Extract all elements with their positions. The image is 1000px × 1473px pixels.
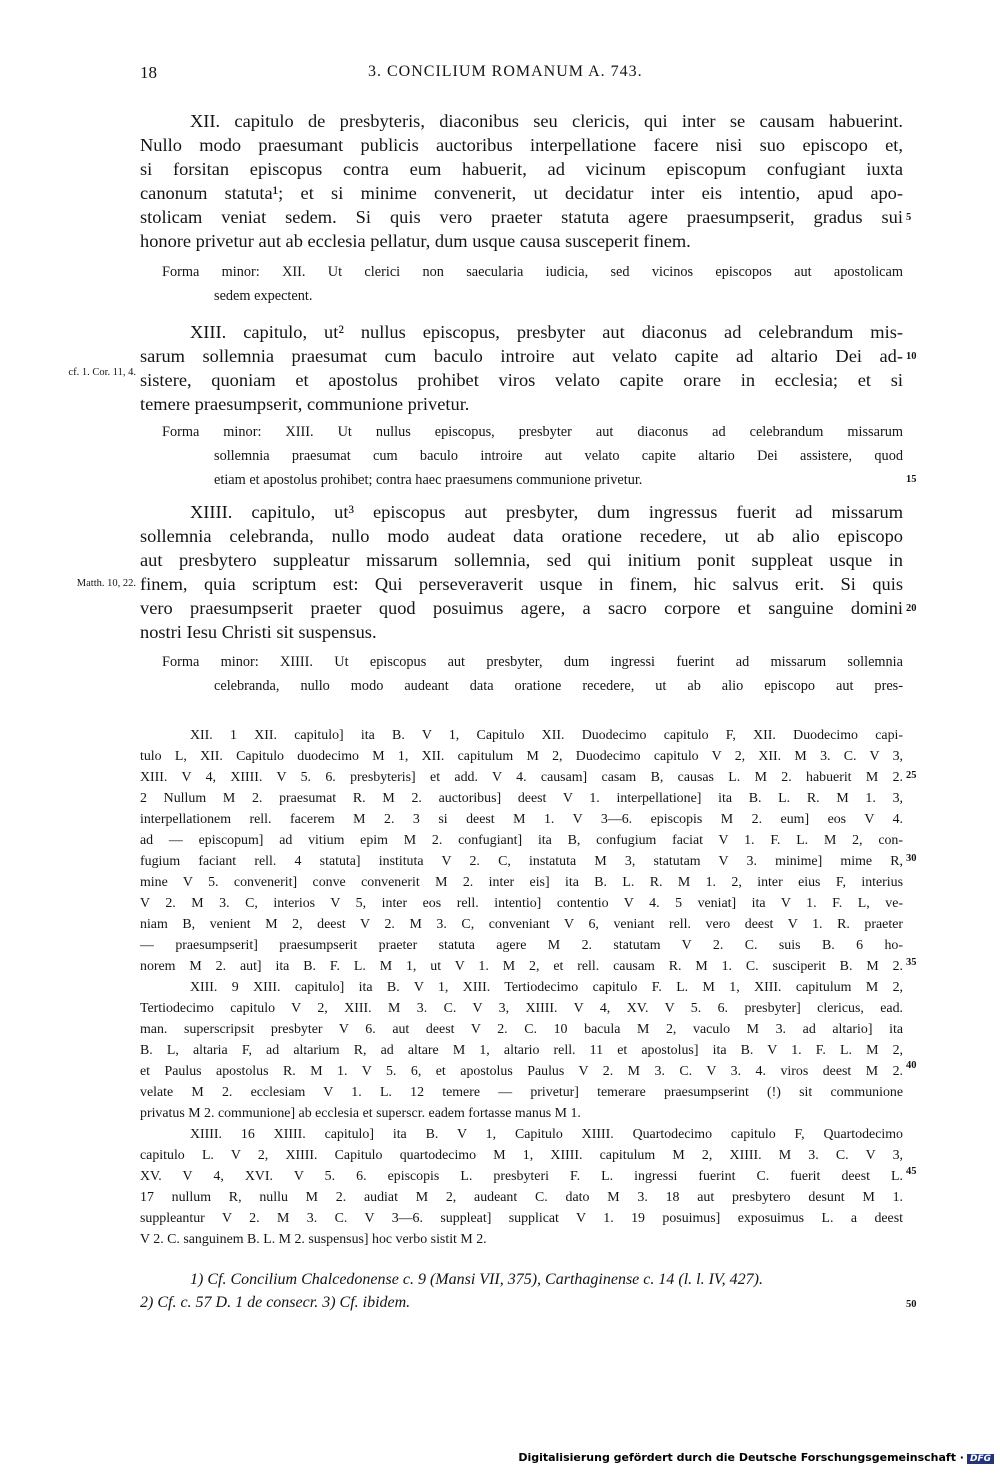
forma-minor-line: etiam et apostolus prohibet; contra haec praesumens communione privetur.	[214, 472, 643, 488]
digitization-credit	[518, 1451, 994, 1464]
apparatus-line: velate M 2. ecclesiam V 1. L. 12 temere — privetur] temerare praesumpserint (!) sit communione	[140, 1085, 903, 1100]
apparatus-line: XIII. V 4, XIIII. V 5. 6. presbyteris] et add. V 4. causam] casam B, causas L. M 2. habuerit M 2.	[140, 770, 903, 785]
apparatus-line: interpellationem rell. facerem M 2. 3 si deest M 1. V 3—6. episcopis M 2. eum] eos V 4.	[140, 812, 903, 827]
main-line: temere praesumpserit, communione privetur.	[140, 394, 470, 414]
main-line: honore privetur aut ab ecclesia pellatur, dum usque causa susceperit finem.	[140, 231, 691, 251]
main-line: sistere, quoniam et apostolus prohibet viros velato capite orare in ecclesia; et si	[140, 370, 903, 390]
apparatus-line: XII. 1 XII. capitulo] ita B. V 1, Capitulo XII. Duodecimo capitulo F, XII. Duodecimo capi-	[190, 728, 903, 743]
page-number: 18	[140, 63, 157, 82]
main-line: XII. capitulo de presbyteris, diaconibus seu clericis, qui inter se causam habuerint.	[190, 111, 903, 131]
main-line: canonum statuta¹; et si minime convenerit, ut decidatur inter eis intentio, apud apo-	[140, 183, 903, 203]
apparatus-line: — praesumpserit] praesumpserit praeter statuta agere M 2. statutam V 2. C. suis B. 6 ho-	[140, 938, 903, 953]
apparatus-line: mine V 5. convenerit] conve convenerit M 2. inter eis] ita B. L. R. M 1. 2, inter eius F, interius	[140, 875, 903, 890]
main-line: finem, quia scriptum est: Qui perseveraverit usque in finem, hic salvus erit. Si quis	[140, 574, 903, 594]
apparatus-line: niam B, venient M 2, deest V 2. M 3. C, conveniant V 6, veniant rell. vero deest V 1. R. praeter	[140, 917, 903, 932]
apparatus-line: privatus M 2. communione] ab ecclesia et superscr. eadem fortasse manus M 1.	[140, 1106, 581, 1121]
main-line: XIII. capitulo, ut² nullus episcopus, presbyter aut diaconus ad celebrandum mis-	[190, 322, 903, 342]
forma-minor-line: celebranda, nullo modo audeant data oratione recedere, ut ab alio episcopo aut pres-	[214, 678, 903, 694]
apparatus-line: XV. V 4, XVI. V 5. 6. episcopis L. presbyteri F. L. ingressi fuerint C. fuerit deest L.	[140, 1169, 903, 1184]
main-line: sollemnia celebranda, nullo modo audeat data oratione recedere, ut ab alio episcopo	[140, 526, 903, 546]
main-line: sarum sollemnia praesumat cum baculo introire aut velato capite ad altario Dei ad-	[140, 346, 903, 366]
running-head: 3. CONCILIUM ROMANUM A. 743.	[368, 63, 643, 80]
apparatus-line: 2 Nullum M 2. praesumat R. M 2. auctoribus] deest V 1. interpellatione] ita B. L. R. M 1. 3,	[140, 791, 903, 806]
apparatus-line: V 2. C. sanguinem B. L. M 2. suspensus] hoc verbo sistit M 2.	[140, 1232, 487, 1247]
forma-minor-line: Forma minor: XIIII. Ut episcopus aut presbyter, dum ingressi fuerint ad missarum sollemnia	[162, 654, 903, 670]
apparatus-line: B. L, altaria F, ad altarium R, ad altare M 1, altario rell. 11 et apostolus] ita B. V 1. F. L. M 2,	[140, 1043, 903, 1058]
forma-minor-line: sedem expectent.	[214, 288, 313, 304]
apparatus-line: Tertiodecimo capitulo V 2, XIII. M 3. C. V 3, XIIII. V 4, XV. V 5. 6. presbyter] clericus, ead.	[140, 1001, 903, 1016]
main-line: nostri Iesu Christi sit suspensus.	[140, 622, 377, 642]
apparatus-line: suppleantur V 2. M 3. C. V 3—6. suppleat] supplicat V 1. 19 posuimus] exposuimus L. a deest	[140, 1211, 903, 1226]
line-number: 20	[906, 603, 917, 614]
line-number: 35	[906, 957, 917, 968]
line-number: 45	[906, 1166, 917, 1177]
margin-reference: cf. 1. Cor. 11, 4.	[68, 367, 136, 378]
footnote: 2) Cf. c. 57 D. 1 de consecr. 3) Cf. ibidem.	[140, 1294, 411, 1311]
line-number: 25	[906, 770, 917, 781]
main-line: stolicam veniat sedem. Si quis vero praeter statuta agere praesumpserit, gradus sui	[140, 207, 903, 227]
main-line: XIIII. capitulo, ut³ episcopus aut presbyter, dum ingressus fuerit ad missarum	[190, 502, 903, 522]
line-number: 40	[906, 1060, 917, 1071]
line-number: 15	[906, 474, 917, 485]
apparatus-line: 17 nullum R, nullu M 2. audiat M 2, audeant C. dato M 3. 18 aut presbytero desunt M 1.	[140, 1190, 903, 1205]
main-line: Nullo modo praesumant publicis auctoribus interpellatione facere nisi suo episcopo et,	[140, 135, 903, 155]
main-line: vero praesumpserit praeter quod posuimus agere, a sacro corpore et sanguine domini	[140, 598, 903, 618]
forma-minor-line: sollemnia praesumat cum baculo introire aut velato capite altario Dei assistere, quod	[214, 448, 903, 464]
apparatus-line: tulo L, XII. Capitulo duodecimo M 1, XII. capitulum M 2, Duodecimo capitulo V 2, XII. M 3. C. V 3,	[140, 749, 903, 764]
line-number: 10	[906, 351, 917, 362]
apparatus-line: norem M 2. aut] ita B. F. L. M 1, ut V 1. M 2, et rell. causam R. M 1. C. susciperit B. M 2.	[140, 959, 903, 974]
line-number: 50	[906, 1299, 917, 1310]
apparatus-line: et Paulus apostolus R. M 1. V 5. 6, et apostolus Paulus V 2. M 3. C. V 3. 4. viros deest M 2.	[140, 1064, 903, 1079]
forma-minor-line: Forma minor: XIII. Ut nullus episcopus, presbyter aut diaconus ad celebrandum missarum	[162, 424, 903, 440]
forma-minor-line: Forma minor: XII. Ut clerici non saecularia iudicia, sed vicinos episcopos aut apostolicam	[162, 264, 903, 280]
line-number: 30	[906, 853, 917, 864]
apparatus-line: V 2. M 3. C, interios V 5, inter eos rell. intentio] contentio V 4. 5 veniat] ita V 1. F. L, ve-	[140, 896, 903, 911]
apparatus-line: man. superscripsit presbyter V 6. aut deest V 2. C. 10 bacula M 2, vaculo M 3. ad altario] ita	[140, 1022, 903, 1037]
credit-text: Digitalisierung gefördert durch die Deutsche Forschungsgemeinschaft ·	[518, 1451, 964, 1464]
apparatus-line: capitulo L. V 2, XIIII. Capitulo quartodecimo M 1, XIIII. capitulum M 2, XIIII. M 3. C. V 3,	[140, 1148, 903, 1163]
footnote: 1) Cf. Concilium Chalcedonense c. 9 (Mansi VII, 375), Carthaginense c. 14 (l. l. IV, 427).	[190, 1271, 763, 1288]
margin-reference: Matth. 10, 22.	[76, 578, 136, 589]
line-number: 5	[906, 212, 912, 223]
apparatus-line: fugium faciant rell. 4 statuta] instituta V 2. C, instatuta M 3, statutam V 3. minime] mime R,	[140, 854, 903, 869]
main-line: si forsitan episcopus contra eum habuerit, ad vicinum episcopum confugiant iuxta	[140, 159, 903, 179]
apparatus-line: XIII. 9 XIII. capitulo] ita B. V 1, XIII. Tertiodecimo capitulo F. L. M 1, XIII. capitulum M 2,	[190, 980, 903, 995]
dfg-logo: DFG	[967, 1454, 994, 1464]
apparatus-line: ad — episcopum] ad vitium epim M 2. confugiant] ita B, confugium faciat V 1. F. L. M 2, con-	[140, 833, 903, 848]
main-line: aut presbytero suppleatur missarum sollemnia, sed qui initium ponit suppleat usque in	[140, 550, 903, 570]
apparatus-line: XIIII. 16 XIIII. capitulo] ita B. V 1, Capitulo XIIII. Quartodecimo capitulo F, Quartodecimo	[190, 1127, 903, 1142]
